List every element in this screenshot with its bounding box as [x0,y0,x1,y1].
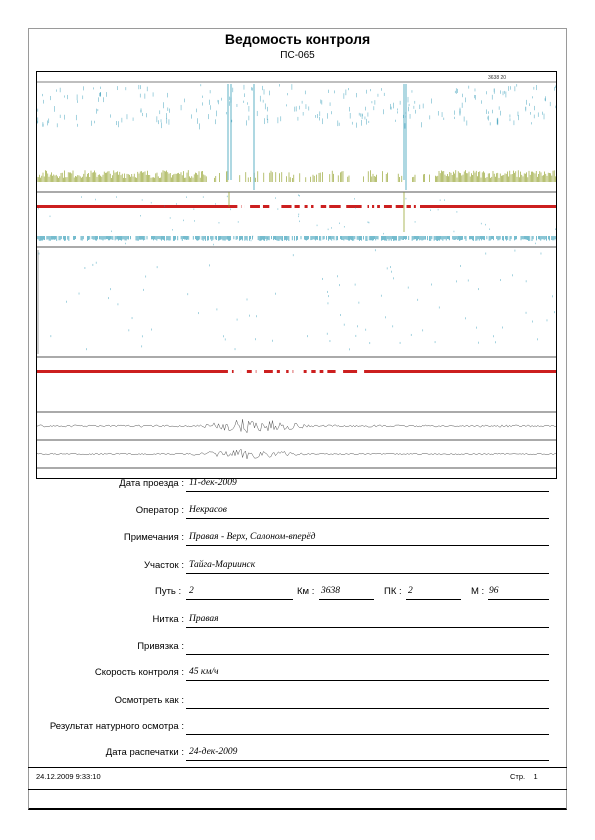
signal-gap [411,204,414,209]
defectogram-svg [37,72,557,479]
signal-gap [362,204,365,209]
speed-field-label: Скорость контроля : [94,667,184,678]
signal-gap [308,204,311,209]
footer-divider [28,767,567,768]
defectogram-plot [36,71,557,479]
notes-field-underline [186,545,549,546]
path-row-underline [186,599,293,600]
print-date-field-value: 24-дек-2009 [189,747,238,757]
notes-field-label: Примечания : [123,532,184,543]
signal-gap [298,369,302,374]
signal-gap [228,369,232,374]
signal-gap [318,204,321,209]
signal-gap [292,204,295,209]
signal-gap [278,204,281,209]
signal-gap [260,369,264,374]
result-field-label: Результат натурного осмотра : [49,721,184,732]
speed-field-underline [186,680,549,681]
path-row-underline [406,599,461,600]
operator-field-value: Некрасов [189,505,227,515]
m-label: М : [471,586,485,597]
signal-gap [369,204,372,209]
page-number: Стр. 1 [510,772,538,781]
km-label: Км : [297,586,315,597]
date-field-underline [186,491,549,492]
path-row-underline [488,599,549,600]
put-value: 2 [189,586,194,596]
signal-gap [416,204,419,209]
signal-gap [392,204,395,209]
section-field-value: Тайга-Мариинск [189,560,256,570]
coordinate-marker: 3638 20 [488,75,507,81]
km-value: 3638 [321,586,340,596]
operator-field-underline [186,518,549,519]
binding-field-underline [186,654,549,655]
signal-gap [246,204,249,209]
signal-gap [365,204,368,209]
signal-gap [273,369,277,374]
inspect-field-underline [186,708,549,709]
result-field-underline [186,734,549,735]
pk-label: ПК : [384,586,402,597]
print-date-field-label: Дата распечатки : [105,747,184,758]
date-field-label: Дата проезда : [119,478,184,489]
signal-gap [234,369,238,374]
signal-gap [381,204,384,209]
rail-field-value: Правая [189,614,219,624]
signal-gap [289,369,293,374]
signal-gap [323,369,327,374]
rail-field-label: Нитка : [152,614,184,625]
signal-gap [274,204,277,209]
signal-gap [336,369,340,374]
signal-gap [316,369,320,374]
signal-gap [307,369,311,374]
signal-marks [37,84,557,459]
report-subtitle: ПС-065 [280,50,315,61]
pk-value: 2 [408,586,413,596]
print-timestamp: 24.12.2009 9:33:10 [36,772,101,781]
signal-gap [241,204,244,209]
speed-field-value: 45 км/ч [189,667,219,677]
path-row-underline [319,599,374,600]
section-field-underline [186,573,549,574]
signal-gap [260,204,263,209]
signal-gap [241,369,245,374]
signal-gap [282,369,286,374]
put-label: Путь : [155,586,182,597]
notes-field-value: Правая - Верх, Салоном-вперёд [189,532,316,542]
signal-gap [256,369,260,374]
rail-field-underline [186,627,549,628]
waveform-trace [37,449,557,459]
bottom-signal-band [37,205,557,208]
section-field-label: Участок : [144,560,184,571]
footer-divider-lower [28,789,567,790]
signal-gap [360,369,364,374]
m-value: 96 [489,586,499,596]
signal-gap [302,204,305,209]
signal-gap [326,204,329,209]
binding-field-label: Привязка : [137,641,184,652]
signal-gap [238,204,241,209]
signal-gap [339,369,343,374]
report-title: Ведомость контроля [224,31,371,47]
signal-gap [374,204,377,209]
operator-field-label: Оператор : [135,505,184,516]
inspect-field-label: Осмотреть как : [114,695,184,706]
date-field-value: 11-дек-2009 [189,478,237,488]
signal-gap [252,369,256,374]
signal-gap [295,369,299,374]
signal-gap [341,204,344,209]
waveform-trace [37,419,557,433]
signal-gap [314,204,317,209]
print-date-field-underline [186,760,549,761]
